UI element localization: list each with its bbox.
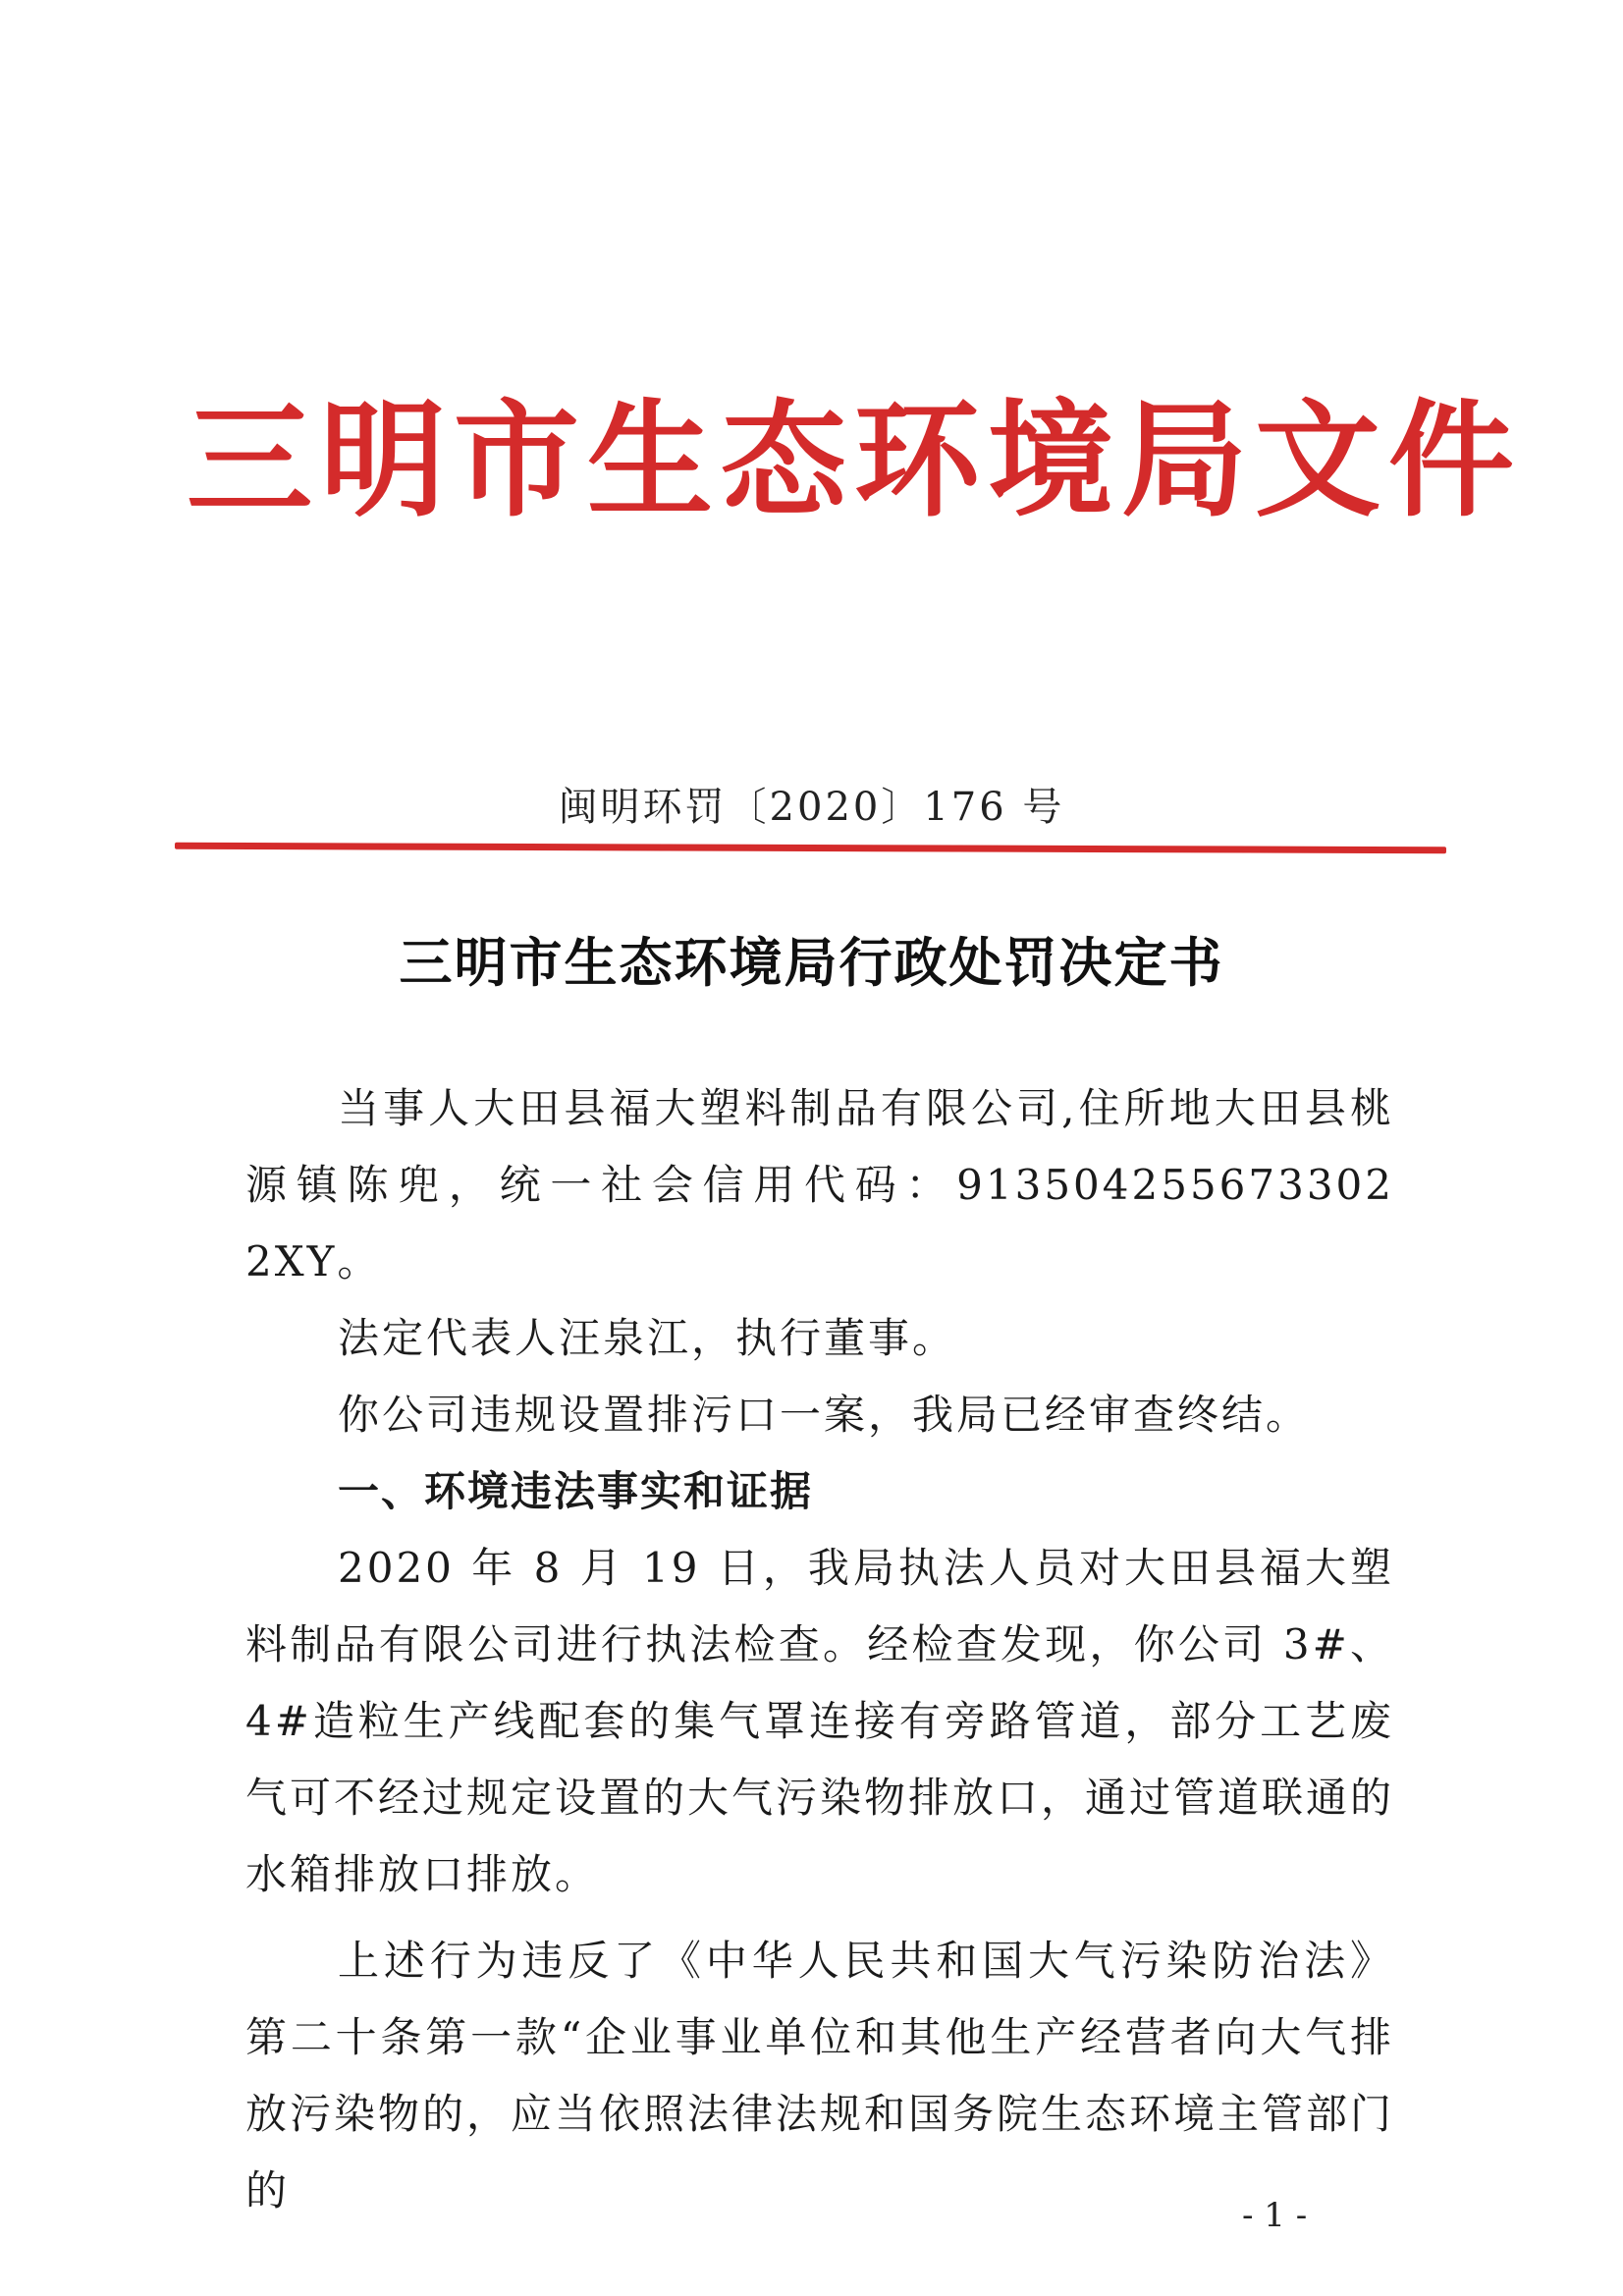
party-info-paragraph: 当事人大田县福大塑料制品有限公司,住所地大田县桃源镇陈兜，统一社会信用代码：913504255673302 2XY。 [245,1084,1394,1285]
legal-representative-paragraph: 法定代表人汪泉江，执行董事。 [338,1314,957,1362]
facts-paragraph: 2020 年 8 月 19 日，我局执法人员对大田县福大塑料制品有限公司进行执法检查。经检查发现，你公司 3#、4#造粒生产线配套的集气罩连接有旁路管道，部分工艺废气可不经过规定设置的大气污染物排放口，通过管道联通的水箱排放口排放。 [245,1544,1395,1898]
section-heading-facts: 一、环境违法事实和证据 [338,1467,814,1515]
document-title: 三明市生态环境局行政处罚决定书 [399,932,1224,994]
document-body [245,1070,1394,2229]
agency-file-header: 三明市生态环境局文件 [187,387,1523,534]
red-divider-line [175,843,1446,854]
case-concluded-paragraph: 你公司违规设置排污口一案，我局已经审查终结。 [338,1391,1311,1439]
document-number: 闽明环罚〔2020〕176 号 [558,785,1065,830]
page-number: - 1 - [1242,2196,1308,2235]
violation-paragraph: 上述行为违反了《中华人民共和国大气污染防治法》第二十条第一款“企业事业单位和其他生产经营者向大气排放污染物的，应当依照法律法规和国务院生态环境主管部门的 [245,1937,1395,2214]
